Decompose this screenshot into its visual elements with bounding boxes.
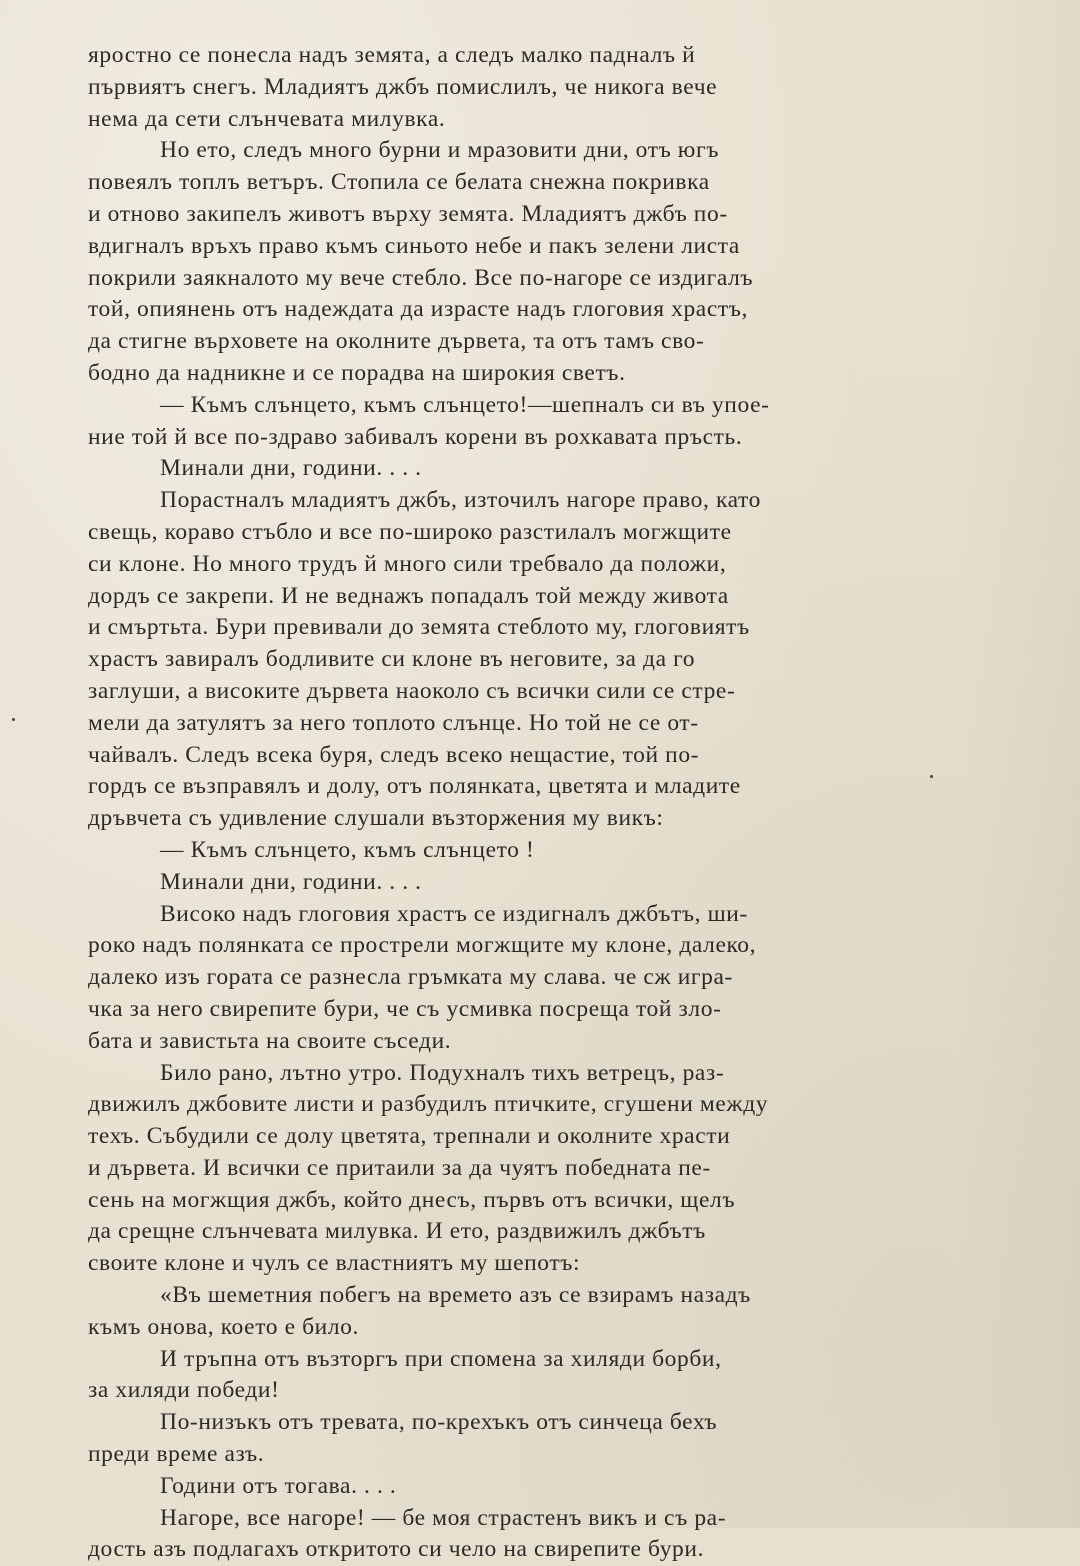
text-line: роко надъ полянката се прострели могжщите му клоне, далеко, (88, 932, 757, 959)
text-line: вдигналъ връхъ право къмъ синьото небе и пакъ зелени листа (88, 232, 740, 259)
page-edge-shading (960, 0, 1080, 1528)
text-line: той, опиянень отъ надеждата да израсте надъ глоговия храстъ, (88, 296, 748, 323)
text-line: за хиляди победи! (88, 1377, 280, 1404)
text-line: «Въ шеметния побегъ на времето азъ се взирамъ назадъ (160, 1282, 751, 1309)
text-line: покрили заякналото му вече стебло. Все по-нагоре се издигалъ (88, 264, 754, 291)
text-line: Нагоре, все нагоре! — бе моя страстенъ викъ и съ ра- (160, 1504, 727, 1531)
text-line: Порастналъ младиятъ джбъ, източилъ нагоре право, като (160, 487, 761, 514)
text-line: дость азъ подлагахъ откритото си чело на свирепите бури. (88, 1536, 705, 1563)
text-line: да стигне върховете на околните дървета, та отъ тамъ сво- (88, 328, 705, 355)
text-line: дръвчета съ удивление слушали възторжения му викъ: (88, 805, 664, 832)
text-line: яростно се понесла надъ земята, а следъ малко падналъ й (88, 42, 696, 68)
text-line: Минали дни, години. . . . (160, 455, 422, 482)
text-line: своите клоне и чулъ се властниятъ му шепотъ: (88, 1250, 581, 1277)
text-line: повеялъ топлъ ветъръ. Стопила се белата снежна покривка (88, 169, 710, 196)
text-line: първиятъ снегъ. Младиятъ джбъ помислилъ, че никога вече (88, 73, 718, 100)
text-line: да срещне слънчевата милувка. И ето, раздвижилъ джбътъ (88, 1218, 706, 1245)
text-line: — Къмъ слънцето, къмъ слънцето ! (160, 836, 535, 863)
text-line: Години отъ тогава. . . . (160, 1472, 397, 1499)
text-line: далеко изъ гората се разнесла гръмката му слава. че сж игра- (88, 964, 733, 991)
text-line: движилъ джбовите листи и разбудилъ птичките, сгушени между (88, 1091, 769, 1118)
text-line: чайвалъ. Следъ всека буря, следъ всеко нещастие, той по- (88, 741, 700, 768)
text-line: — Къмъ слънцето, къмъ слънцето!—шепналъ си въ упое- (160, 391, 770, 418)
text-line: дордъ се закрепи. И не веднажъ попадалъ той между живота (88, 582, 729, 609)
text-line: чка за него свирепите бури, че съ усмивка посреща той зло- (88, 995, 722, 1022)
text-line: Високо надъ глоговия храстъ се издигналъ джбътъ, ши- (160, 900, 748, 927)
text-line: гордъ се възправялъ и долу, отъ полянката, цветята и младите (88, 773, 741, 800)
text-line: сень на могжщия джбъ, който днесъ, първъ отъ всички, щелъ (88, 1186, 736, 1213)
text-line: си клоне. Но много трудъ й много сили требвало да положи, (88, 550, 727, 577)
text-line: бата и завистьта на своите съседи. (88, 1027, 452, 1054)
text-line: и дървета. И всички се притаили за да чуятъ победната пе- (88, 1154, 711, 1181)
text-line: къмъ онова, което е било. (88, 1313, 359, 1340)
text-line: техъ. Събудили се долу цветята, трепнали и околните храсти (88, 1123, 731, 1150)
text-line: мели да затулятъ за него топлото слънце. Но той не се от- (88, 709, 699, 736)
text-line: и отново закипелъ животъ върху земята. Младиятъ джбъ по- (88, 200, 728, 227)
text-line: Минали дни, години. . . . (160, 868, 422, 895)
text-line: ние той й все по-здраво забивалъ корени въ рохкавата пръсть. (88, 423, 743, 450)
text-line: По-низъкъ отъ тревата, по-крехъкъ отъ синчеца бехъ (160, 1409, 718, 1436)
text-line: свещь, кораво стъбло и все по-широко разстилалъ могжщите (88, 518, 732, 545)
text-line: Но ето, следъ много бурни и мразовити дни, отъ югъ (160, 137, 719, 164)
text-line: И тръпна отъ възторгъ при спомена за хиляди борби, (160, 1345, 722, 1372)
paper-speck (12, 718, 15, 721)
paper-speck (930, 775, 933, 778)
text-line: бодно да надникне и се порадва на широкия светъ. (88, 359, 626, 386)
text-line: и смъртьта. Бури превивали до земята стеблото му, глоговиятъ (88, 614, 750, 641)
text-line: Било рано, лътно утро. Подухналъ тихъ ветрецъ, раз- (160, 1059, 725, 1086)
text-line: храстъ завиралъ бодливите си клоне въ неговите, за да го (88, 646, 696, 673)
text-line: нема да сети слънчевата милувка. (88, 105, 446, 132)
text-line: преди време азъ. (88, 1441, 265, 1468)
page-text (88, 40, 948, 1566)
text-line: заглуши, а високите дървета наоколо съ всички сили се стре- (88, 677, 736, 704)
